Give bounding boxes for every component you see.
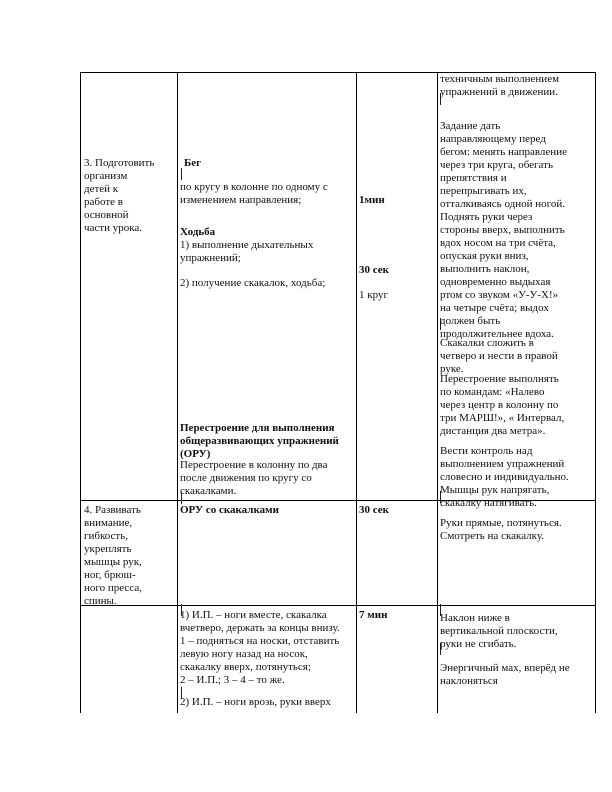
run-text: по кругу в колонне по одному с изменением направления; bbox=[180, 181, 328, 206]
row-divider-2 bbox=[80, 605, 596, 606]
table-left-border bbox=[80, 72, 81, 713]
note-arms: Руки прямые, потянуться. Смотреть на скакалку. bbox=[440, 517, 562, 542]
cursor-mark bbox=[181, 168, 182, 180]
column-divider-2 bbox=[356, 72, 357, 713]
dose-exercises: 7 мин bbox=[359, 609, 388, 621]
dose-oru: 30 сек bbox=[359, 504, 389, 516]
column-divider-3 bbox=[437, 72, 438, 713]
walk-title: Ходьба bbox=[180, 226, 216, 238]
rebuild-title: Перестроение для выполнения общеразвивающих упражнений (ОРУ) bbox=[180, 422, 339, 460]
exercise-1: 1) И.П. – ноги вместе, скакалка вчетверо, держать за концы внизу. 1 – подняться на носки, отставить левую ногу назад на носок, скакалку вверх, потянуться; 2 – И.П.; 3 – 4 – то же. bbox=[180, 609, 340, 686]
oru-title: ОРУ со скакалками bbox=[180, 504, 279, 516]
table-right-border bbox=[595, 72, 596, 713]
dose-walk: 30 сек bbox=[359, 264, 389, 276]
note-control: Вести контроль над выполнением упражнений словесно и индивидуально. Мышцы рук напрягать, скакалку натягивать. bbox=[440, 445, 569, 509]
dose-circle: 1 круг bbox=[359, 289, 388, 301]
run-title: Бег bbox=[184, 157, 202, 169]
walk-item-2: 2) получение скакалок, ходьба; bbox=[180, 277, 326, 289]
note-run-task: Задание дать направляющему перед бегом: менять направление через три круга, обегать препятствия и перепрыгивать их, отталкиваясь одной ногой. Поднять руки через стороны вверх, выполнить вдох носом на три счёта, опуская руки вниз, выполнить наклон, одновременно выдыхая ртом со звуком «У-У-Х!» на четыре счёта; выдох должен быть продолжительнее вдоха. bbox=[440, 120, 567, 340]
row2-goal: 4. Развивать внимание, гибкость, укреплять мышцы рук, ног, брюш- ного пресса, спины. bbox=[84, 504, 142, 607]
note-rebuild: Перестроение выполнять по командам: «Налево через центр в колонну по три МАРШ!», « Интервал, дистанция два метра». bbox=[440, 373, 565, 437]
rebuild-text: Перестроение в колонну по два после движения по кругу со скакалками. bbox=[180, 459, 328, 497]
note-ropes: Скакалки сложить в четверо и нести в правой руке. bbox=[440, 337, 558, 375]
note-bend: Наклон ниже в вертикальной плоскости, руки не сгибать. bbox=[440, 612, 558, 650]
row1-goal: 3. Подготовить организм детей к работе в основной части урока. bbox=[84, 157, 155, 234]
note-swing: Энергичный мах, вперёд не наклоняться bbox=[440, 662, 570, 687]
dose-run: 1мин bbox=[359, 194, 385, 206]
column-divider-1 bbox=[177, 72, 178, 713]
walk-item-1: 1) выполнение дыхательных упражнений; bbox=[180, 239, 314, 264]
exercise-2: 2) И.П. – ноги врозь, руки вверх bbox=[180, 696, 331, 708]
note-technique: техничным выполнением упражнений в движении. bbox=[440, 73, 560, 98]
